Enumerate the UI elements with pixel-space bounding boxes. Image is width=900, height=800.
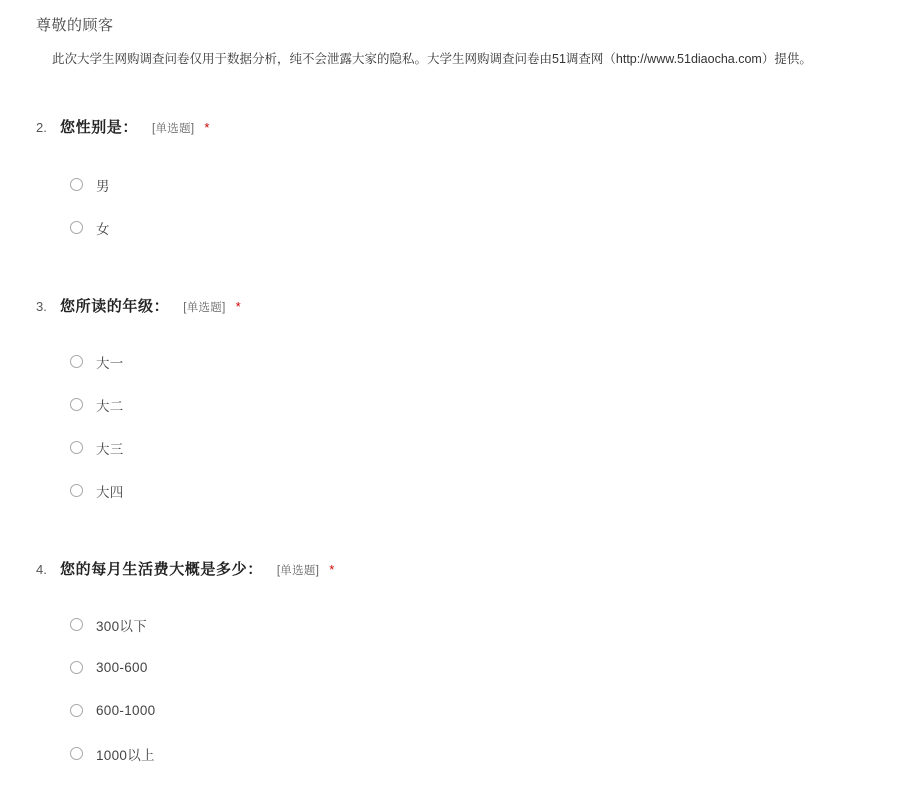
question-block-grade — [0, 295, 900, 512]
radio-icon[interactable] — [70, 398, 83, 411]
question-type-label: [单选题] — [152, 123, 195, 136]
radio-icon[interactable] — [70, 355, 83, 368]
question-number: 4. — [36, 562, 47, 578]
radio-icon[interactable] — [70, 747, 83, 760]
option-row[interactable] — [70, 732, 900, 775]
question-title: 您所读的年级： — [60, 298, 170, 316]
radio-icon[interactable] — [70, 441, 83, 454]
required-marker: * — [235, 299, 241, 315]
option-label: 男 — [96, 178, 110, 194]
page-title: 尊敬的顾客 — [36, 17, 114, 34]
question-title: 您的每月生活费大概是多少： — [60, 561, 263, 579]
option-label: 大三 — [96, 441, 124, 457]
question-header — [36, 558, 900, 579]
option-row[interactable] — [70, 340, 900, 383]
option-row[interactable] — [70, 603, 900, 646]
question-block-monthly-expense — [0, 558, 900, 775]
option-row[interactable] — [70, 426, 900, 469]
question-number: 3. — [36, 299, 47, 315]
radio-icon[interactable] — [70, 661, 83, 674]
option-label: 大一 — [96, 355, 124, 371]
option-list — [36, 340, 900, 512]
option-row[interactable] — [70, 469, 900, 512]
question-header — [36, 295, 900, 316]
radio-icon[interactable] — [70, 618, 83, 631]
required-marker: * — [329, 562, 335, 578]
question-type-label: [单选题] — [183, 302, 226, 315]
question-type-label: [单选题] — [276, 565, 320, 578]
question-number: 2. — [36, 120, 47, 136]
option-row[interactable] — [70, 383, 900, 426]
option-row[interactable] — [70, 163, 900, 206]
intro-paragraph: 此次大学生网购调查问卷仅用于数据分析，纯不会泄露大家的隐私。大学生网购调查问卷由51调查网（http://www.51diaocha.com）提供。 — [52, 52, 812, 66]
radio-icon[interactable] — [70, 704, 83, 717]
option-list — [36, 603, 900, 775]
option-row[interactable] — [70, 689, 900, 732]
required-marker: * — [204, 120, 210, 136]
option-row[interactable] — [70, 646, 900, 689]
option-label: 大四 — [96, 484, 124, 500]
question-title: 您性别是： — [60, 119, 139, 137]
option-label: 600-1000 — [96, 703, 156, 719]
radio-icon[interactable] — [70, 484, 83, 497]
option-row[interactable] — [70, 206, 900, 249]
option-label: 300以下 — [96, 618, 148, 634]
option-list — [36, 163, 900, 249]
option-label: 大二 — [96, 398, 124, 414]
option-label: 300-600 — [96, 660, 148, 676]
question-block-gender — [0, 116, 900, 249]
option-label: 1000以上 — [96, 747, 155, 763]
option-label: 女 — [96, 221, 110, 237]
question-header — [36, 116, 900, 137]
radio-icon[interactable] — [70, 178, 83, 191]
radio-icon[interactable] — [70, 221, 83, 234]
